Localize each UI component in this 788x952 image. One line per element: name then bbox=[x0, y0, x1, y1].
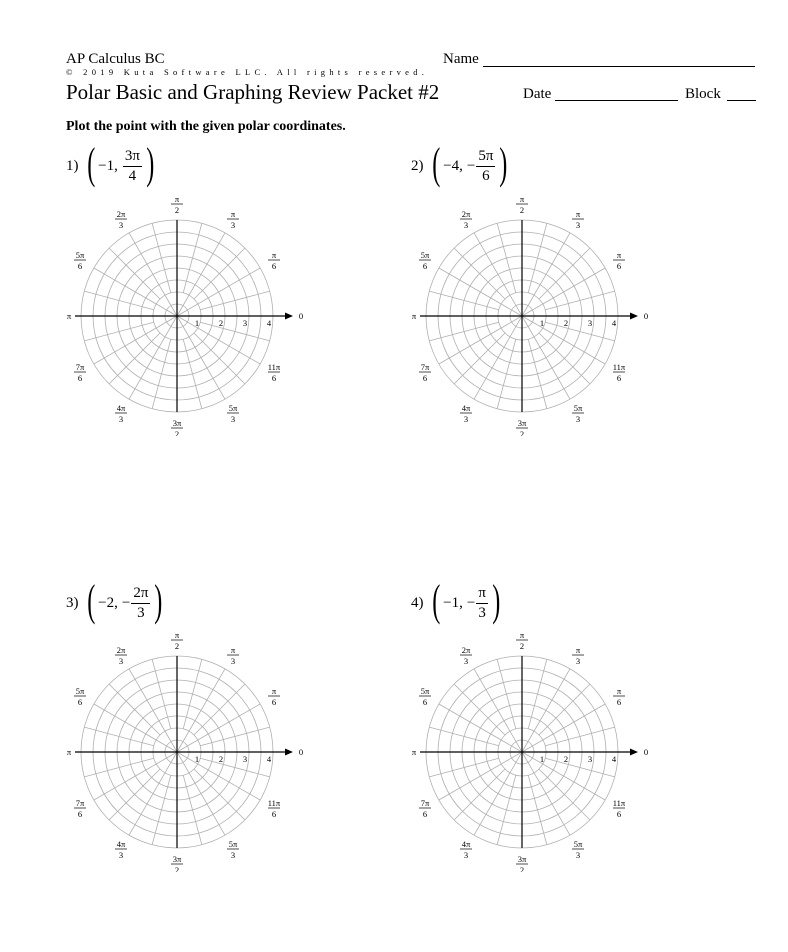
angle-label bbox=[74, 362, 86, 383]
radius-label: 4 bbox=[611, 318, 617, 328]
open-paren: ( bbox=[431, 139, 440, 188]
angle-label-denominator: 6 bbox=[77, 809, 83, 819]
block-label: Block bbox=[685, 86, 721, 102]
copyright-notice: © 2019 Kuta Software LLC. All rights reserved. bbox=[66, 67, 429, 77]
problem-3 bbox=[66, 576, 166, 625]
grid-spoke bbox=[522, 704, 605, 752]
angle-label-numerator: 11π bbox=[267, 798, 281, 808]
angle-label-numerator: 4π bbox=[461, 402, 471, 413]
angle-label-denominator: 6 bbox=[77, 261, 83, 271]
problem-number: 2) bbox=[411, 157, 424, 174]
angle-label-numerator: π bbox=[519, 632, 525, 640]
polar-grid-2[interactable] bbox=[411, 196, 651, 436]
angle-label-pi: π bbox=[66, 311, 72, 321]
angle-label-denominator: 6 bbox=[616, 373, 622, 383]
open-paren: ( bbox=[431, 576, 440, 625]
angle-label bbox=[171, 854, 183, 872]
angle-label bbox=[516, 196, 528, 215]
angle-label bbox=[74, 250, 86, 271]
grid-spoke bbox=[94, 752, 177, 800]
angle-label bbox=[227, 403, 239, 424]
angle-label-denominator: 6 bbox=[77, 373, 83, 383]
angle-numerator: π bbox=[476, 584, 488, 604]
grid-spoke bbox=[177, 752, 225, 835]
angle-label-numerator: 2π bbox=[461, 209, 471, 220]
angle-label-denominator: 6 bbox=[422, 261, 428, 271]
angle-label-zero: 0 bbox=[643, 311, 649, 321]
angle-label bbox=[460, 645, 472, 666]
angle-label-denominator: 2 bbox=[174, 865, 180, 872]
angle-label-numerator: 5π bbox=[420, 250, 430, 260]
angle-label-numerator: 2π bbox=[461, 645, 471, 656]
angle-label-denominator: 3 bbox=[575, 220, 581, 231]
angle-fraction bbox=[476, 584, 488, 623]
angle-label-denominator: 3 bbox=[463, 413, 469, 424]
grid-spoke bbox=[439, 268, 522, 316]
angle-label-denominator: 2 bbox=[174, 205, 180, 215]
angle-label-pi: π bbox=[66, 747, 72, 757]
grid-spoke bbox=[177, 233, 225, 316]
angle-label-denominator: 2 bbox=[519, 429, 525, 436]
angle-label bbox=[516, 418, 528, 436]
angle-sign: − bbox=[466, 157, 476, 174]
radius-label: 4 bbox=[266, 754, 272, 764]
instruction-text: Plot the point with the given polar coordinates. bbox=[66, 119, 346, 134]
angle-label-denominator: 3 bbox=[118, 413, 124, 424]
angle-label-denominator: 3 bbox=[230, 413, 236, 424]
angle-label-denominator: 6 bbox=[271, 373, 277, 383]
angle-label-numerator: 2π bbox=[116, 645, 126, 656]
grid-spoke bbox=[177, 669, 225, 752]
grid-spoke bbox=[94, 268, 177, 316]
angle-denominator: 3 bbox=[137, 604, 145, 621]
angle-label bbox=[115, 403, 127, 424]
angle-label-numerator: 11π bbox=[267, 362, 281, 372]
date-blank-line[interactable] bbox=[555, 100, 678, 101]
radius-label: 2 bbox=[218, 318, 224, 328]
angle-sign: − bbox=[121, 594, 131, 611]
angle-label-numerator: 7π bbox=[420, 362, 430, 372]
angle-label bbox=[171, 196, 183, 215]
problem-4 bbox=[411, 576, 504, 625]
grid-spoke bbox=[129, 316, 177, 399]
angle-label-numerator: 7π bbox=[75, 798, 85, 808]
angle-label-denominator: 2 bbox=[174, 641, 180, 651]
angle-numerator: 2π bbox=[131, 584, 150, 604]
angle-label-zero: 0 bbox=[298, 747, 304, 757]
grid-spoke bbox=[129, 233, 177, 316]
angle-label bbox=[572, 209, 584, 230]
radius-label: 2 bbox=[218, 754, 224, 764]
angle-label-denominator: 3 bbox=[230, 220, 236, 231]
angle-label-numerator: 3π bbox=[517, 418, 527, 428]
angle-label-numerator: π bbox=[230, 645, 236, 656]
open-paren: ( bbox=[86, 576, 95, 625]
angle-label bbox=[171, 632, 183, 651]
angle-label bbox=[115, 839, 127, 860]
angle-label-pi: π bbox=[411, 747, 417, 757]
angle-label-denominator: 6 bbox=[616, 261, 622, 271]
angle-label bbox=[419, 362, 431, 383]
radius-label: 1 bbox=[194, 318, 200, 328]
radius-label: 4 bbox=[611, 754, 617, 764]
angle-label-numerator: 4π bbox=[461, 838, 471, 849]
angle-label bbox=[171, 418, 183, 436]
angle-label-denominator: 6 bbox=[271, 261, 277, 271]
angle-label bbox=[460, 209, 472, 230]
angle-label-denominator: 6 bbox=[616, 809, 622, 819]
angle-label bbox=[419, 798, 431, 819]
angle-label bbox=[74, 686, 86, 707]
angle-label-numerator: 5π bbox=[420, 686, 430, 696]
angle-label bbox=[419, 686, 431, 707]
angle-label-numerator: π bbox=[271, 250, 277, 260]
angle-label-denominator: 6 bbox=[422, 697, 428, 707]
angle-label bbox=[74, 798, 86, 819]
angle-label-denominator: 2 bbox=[519, 205, 525, 215]
radius-value: −1, bbox=[98, 157, 118, 174]
angle-label-denominator: 6 bbox=[271, 697, 277, 707]
angle-label bbox=[516, 854, 528, 872]
angle-label bbox=[268, 686, 280, 707]
angle-sign: − bbox=[466, 594, 476, 611]
name-label: Name bbox=[443, 51, 479, 67]
angle-label-numerator: π bbox=[519, 196, 525, 204]
polar-grid-1[interactable] bbox=[66, 196, 306, 436]
angle-denominator: 6 bbox=[482, 167, 490, 184]
grid-spoke bbox=[177, 268, 260, 316]
angle-label bbox=[227, 209, 239, 230]
grid-spoke bbox=[522, 752, 570, 835]
angle-denominator: 3 bbox=[478, 604, 486, 621]
angle-label-denominator: 3 bbox=[230, 656, 236, 667]
angle-label-zero: 0 bbox=[643, 747, 649, 757]
angle-fraction bbox=[131, 584, 150, 623]
radius-label: 1 bbox=[539, 318, 545, 328]
close-paren: ) bbox=[154, 576, 163, 625]
angle-label-numerator: π bbox=[271, 686, 277, 696]
angle-label-numerator: 4π bbox=[116, 402, 126, 413]
polar-grid-3[interactable] bbox=[66, 632, 306, 872]
angle-label-numerator: 3π bbox=[172, 418, 182, 428]
close-paren: ) bbox=[146, 139, 155, 188]
block-blank-line[interactable] bbox=[727, 100, 756, 101]
radius-label: 4 bbox=[266, 318, 272, 328]
grid-spoke bbox=[522, 669, 570, 752]
axis-arrow-icon bbox=[285, 313, 293, 320]
problem-number: 3) bbox=[66, 594, 79, 611]
angle-label bbox=[115, 645, 127, 666]
angle-numerator: 3π bbox=[123, 147, 142, 167]
angle-label bbox=[268, 250, 280, 271]
angle-label-numerator: 5π bbox=[228, 402, 238, 413]
grid-spoke bbox=[129, 752, 177, 835]
page-title: Polar Basic and Graphing Review Packet #2 bbox=[66, 80, 440, 104]
angle-label-numerator: 2π bbox=[116, 209, 126, 220]
grid-spoke bbox=[94, 316, 177, 364]
angle-denominator: 4 bbox=[128, 167, 137, 184]
angle-label-denominator: 3 bbox=[575, 413, 581, 424]
angle-label-numerator: π bbox=[174, 196, 180, 204]
angle-label-denominator: 2 bbox=[519, 865, 525, 872]
angle-label-pi: π bbox=[411, 311, 417, 321]
angle-label bbox=[572, 839, 584, 860]
radius-label: 1 bbox=[194, 754, 200, 764]
angle-label bbox=[460, 839, 472, 860]
angle-label-numerator: 4π bbox=[116, 838, 126, 849]
angle-label bbox=[613, 686, 625, 707]
grid-spoke bbox=[439, 316, 522, 364]
grid-spoke bbox=[522, 268, 605, 316]
angle-numerator: 5π bbox=[476, 147, 495, 167]
angle-label-denominator: 6 bbox=[422, 373, 428, 383]
grid-spoke bbox=[177, 704, 260, 752]
angle-label-denominator: 3 bbox=[463, 849, 469, 860]
angle-label bbox=[613, 250, 625, 271]
angle-label-denominator: 3 bbox=[118, 849, 124, 860]
angle-label bbox=[460, 403, 472, 424]
angle-label-denominator: 6 bbox=[616, 697, 622, 707]
angle-label bbox=[268, 362, 281, 383]
angle-fraction bbox=[123, 147, 142, 186]
angle-label-numerator: 11π bbox=[612, 362, 626, 372]
angle-label-denominator: 6 bbox=[271, 809, 277, 819]
problem-number: 1) bbox=[66, 157, 79, 174]
grid-spoke bbox=[474, 316, 522, 399]
name-blank-line[interactable] bbox=[483, 66, 755, 67]
angle-label-numerator: π bbox=[616, 686, 622, 696]
close-paren: ) bbox=[499, 139, 508, 188]
angle-label-denominator: 2 bbox=[519, 641, 525, 651]
angle-label-numerator: 11π bbox=[612, 798, 626, 808]
grid-spoke bbox=[474, 669, 522, 752]
angle-label-denominator: 3 bbox=[230, 849, 236, 860]
angle-label-denominator: 6 bbox=[77, 697, 83, 707]
grid-spoke bbox=[439, 752, 522, 800]
angle-label-numerator: 5π bbox=[228, 838, 238, 849]
angle-label bbox=[613, 362, 626, 383]
angle-label-numerator: 5π bbox=[573, 838, 583, 849]
axis-arrow-icon bbox=[630, 749, 638, 756]
grid-spoke bbox=[522, 316, 570, 399]
angle-label-denominator: 2 bbox=[174, 429, 180, 436]
radius-label: 3 bbox=[587, 754, 593, 764]
angle-label-denominator: 6 bbox=[422, 809, 428, 819]
radius-label: 2 bbox=[563, 754, 569, 764]
angle-label-zero: 0 bbox=[298, 311, 304, 321]
angle-label-denominator: 3 bbox=[575, 849, 581, 860]
angle-label-numerator: π bbox=[616, 250, 622, 260]
angle-label-denominator: 3 bbox=[118, 220, 124, 231]
angle-label-numerator: 5π bbox=[75, 686, 85, 696]
angle-label-numerator: π bbox=[575, 209, 581, 220]
angle-label bbox=[268, 798, 281, 819]
radius-label: 3 bbox=[242, 318, 248, 328]
radius-label: 2 bbox=[563, 318, 569, 328]
angle-label bbox=[227, 839, 239, 860]
angle-label bbox=[572, 403, 584, 424]
course-name: AP Calculus BC bbox=[66, 51, 165, 67]
polar-grid-4[interactable] bbox=[411, 632, 651, 872]
problem-2 bbox=[411, 139, 511, 188]
grid-spoke bbox=[177, 316, 225, 399]
angle-label-numerator: 3π bbox=[172, 854, 182, 864]
angle-label bbox=[115, 209, 127, 230]
angle-label bbox=[613, 798, 626, 819]
axis-arrow-icon bbox=[630, 313, 638, 320]
date-label: Date bbox=[523, 86, 552, 102]
grid-spoke bbox=[474, 752, 522, 835]
close-paren: ) bbox=[492, 576, 501, 625]
angle-label-denominator: 3 bbox=[575, 656, 581, 667]
axis-arrow-icon bbox=[285, 749, 293, 756]
grid-spoke bbox=[129, 669, 177, 752]
grid-spoke bbox=[522, 233, 570, 316]
angle-fraction bbox=[476, 147, 495, 186]
angle-label-numerator: 5π bbox=[573, 402, 583, 413]
angle-label-denominator: 3 bbox=[118, 656, 124, 667]
angle-label bbox=[572, 645, 584, 666]
angle-label-numerator: 5π bbox=[75, 250, 85, 260]
radius-label: 1 bbox=[539, 754, 545, 764]
angle-label-numerator: π bbox=[174, 632, 180, 640]
angle-label bbox=[419, 250, 431, 271]
grid-spoke bbox=[474, 233, 522, 316]
radius-value: −2, bbox=[98, 594, 118, 611]
angle-label-numerator: π bbox=[230, 209, 236, 220]
angle-label-numerator: 7π bbox=[75, 362, 85, 372]
open-paren: ( bbox=[86, 139, 95, 188]
angle-label-denominator: 3 bbox=[463, 656, 469, 667]
grid-spoke bbox=[439, 704, 522, 752]
grid-spoke bbox=[94, 704, 177, 752]
problem-number: 4) bbox=[411, 594, 424, 611]
radius-label: 3 bbox=[242, 754, 248, 764]
angle-label bbox=[516, 632, 528, 651]
angle-label-numerator: 7π bbox=[420, 798, 430, 808]
radius-value: −1, bbox=[443, 594, 463, 611]
radius-label: 3 bbox=[587, 318, 593, 328]
angle-label-numerator: π bbox=[575, 645, 581, 656]
angle-label bbox=[227, 645, 239, 666]
radius-value: −4, bbox=[443, 157, 463, 174]
angle-label-numerator: 3π bbox=[517, 854, 527, 864]
angle-label-denominator: 3 bbox=[463, 220, 469, 231]
problem-1 bbox=[66, 139, 158, 188]
